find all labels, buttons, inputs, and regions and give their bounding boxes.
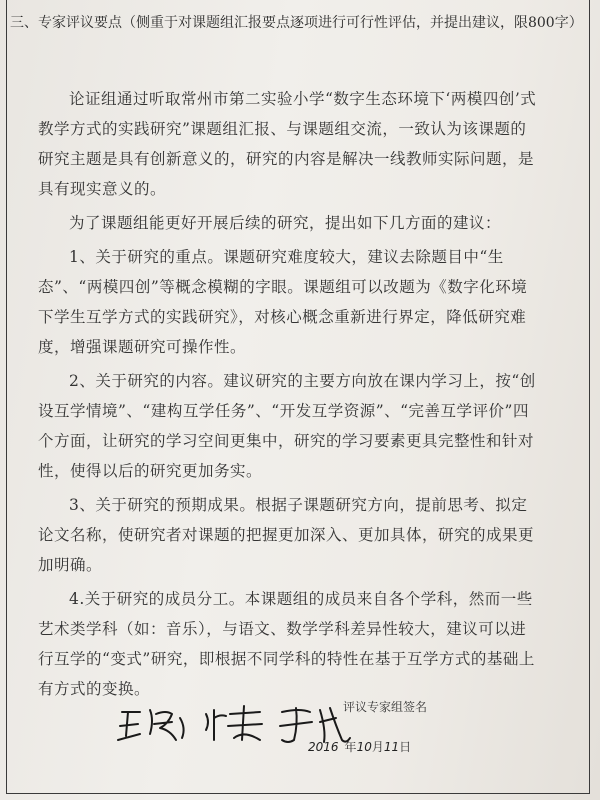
- date-year: 2016: [308, 740, 339, 754]
- date-month: 10: [356, 740, 372, 754]
- review-body: [38, 84, 538, 708]
- date-year-suffix: 年: [344, 740, 357, 754]
- paragraph-lead: 为了课题组能更好开展后续的研究，提出如下几方面的建议：: [69, 214, 502, 232]
- section-title: 三、专家评议要点（侧重于对课题组汇报要点逐项进行可行性评估，并提出建议，限800字）: [10, 15, 583, 31]
- signature-label: 评议专家组签名: [343, 700, 428, 714]
- paragraph-suggestion-1: 1、关于研究的重点。课题研究难度较大，建议去除题目中“生态”、“两模四创”等概念模糊的字眼。课题组可以改题为《数字化环境下学生互学方式的实践研究》，对核心概念重新进行界定，降低研究难度，增强课题研究可操作性。: [38, 248, 528, 356]
- date-day: 11: [383, 740, 400, 754]
- paragraph-suggestion-2: 2、关于研究的内容。建议研究的主要方向放在课内学习上，按“创设互学情境”、“建构互学任务”、“开发互学资源”、“完善互学评价”四个方面，让研究的学习空间更集中，研究的学习要素更具完整性和针对性，使得以后的研究更加务实。: [38, 372, 536, 480]
- paragraph-intro: 论证组通过听取常州市第二实验小学“数字生态环境下‘两模四创’式教学方式的实践研究”课题组汇报、与课题组交流，一致认为该课题的研究主题是具有创新意义的，研究的内容是解决一线教师实际问题，是具有现实意义的。: [38, 90, 537, 198]
- date-day-suffix: 日: [399, 740, 412, 754]
- paragraph-suggestion-4: 4.关于研究的成员分工。本课题组的成员来自各个学科，然而一些艺术类学科（如：音乐），与语文、数学学科差异性较大，建议可以进行互学的“变式”研究，即根据不同学科的特性在基于互学方式的基础上有方式的变换。: [38, 590, 535, 698]
- paragraph-suggestion-3: 3、关于研究的预期成果。根据子课题研究方向，提前思考、拟定论文名称，使研究者对课题的把握更加深入、更加具体，研究的成果更加明确。: [38, 496, 535, 574]
- date-line: [308, 738, 411, 755]
- date-month-suffix: 月: [371, 740, 384, 754]
